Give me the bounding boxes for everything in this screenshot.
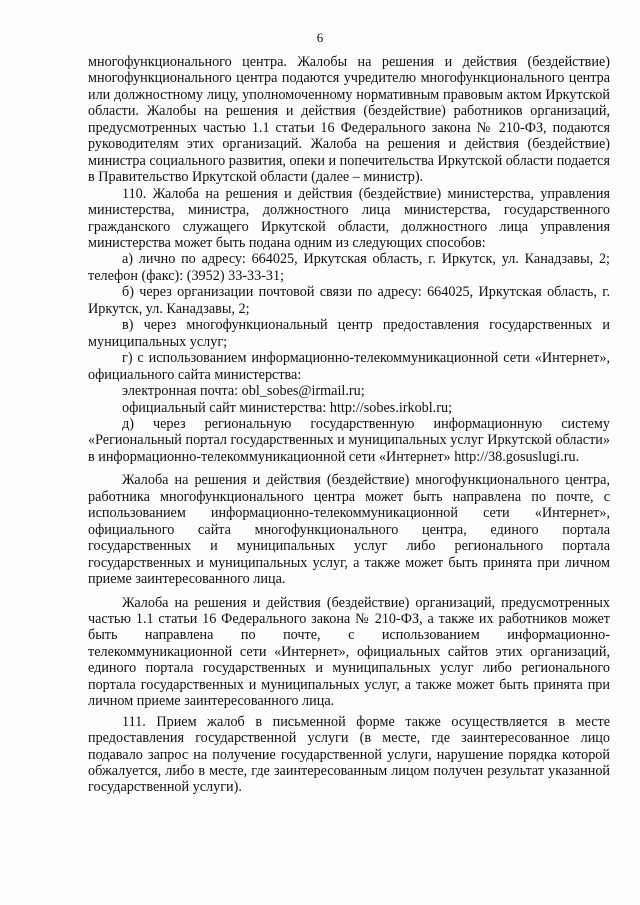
paragraph-website: официальный сайт министерства: http://sobes.irkobl.ru; (122, 399, 453, 416)
paragraph-110-b: б) через организации почтовой связи по адресу: 664025, Иркутская область, г. Иркутск, ул. Канадзавы, 2; (88, 284, 610, 317)
paragraph-111: 111. Прием жалоб в письменной форме также осуществляется в месте предоставления государственной услуги (в месте, где заинтересованное лицо подавало запрос на получение государственной услуги, нарушение порядка которой обжалуется, либо в месте, где заинтересованным лицом получен результат указанной государственной услуги). (88, 713, 610, 796)
paragraph-110-d: д) через региональную государственную информационную систему «Региональный портал государственных и муниципальных услуг Иркутской области» в информационно-телекоммуникационной сети «Интернет» http://38.gosuslugi.ru. (88, 415, 610, 465)
paragraph-organizations-complaint: Жалоба на решения и действия (бездействие) организаций, предусмотренных частью 1.1 статьи 16 Федерального закона № 210-ФЗ, а также их работников может быть направлена по почте, с использованием информационно-телекоммуникационной сети «Интернет», официальных сайтов этих организаций, единого портала государственных и муниципальных услуг либо регионального портала государственных и муниципальных услуг, а также может быть принята при личном приеме заинтересованного лица. (88, 594, 610, 710)
paragraph-mfc-continuation: многофункционального центра. Жалобы на решения и действия (бездействие) многофункционального центра подаются учредителю многофункционального центра или должностному лицу, уполномоченному нормативным правовым актом Иркутской области. Жалобы на решения и действия (бездействие) работников организаций, предусмотренных частью 1.1 статьи 16 Федерального закона № 210-ФЗ, подаются руководителям этих организаций. Жалоба на решения и действия (бездействие) министра социального развития, опеки и попечительства Иркутской области подается в Правительство Иркутской области (далее – министр). (88, 54, 610, 186)
paragraph-110: 110. Жалоба на решения и действия (бездействие) министерства, управления министерства, министра, должностного лица министерства, государственного гражданского служащего Иркутской области, должностного лица управления министерства может быть подана одним из следующих способов: (88, 185, 610, 251)
paragraph-110-a: а) лично по адресу: 664025, Иркутская область, г. Иркутск, ул. Канадзавы, 2; телефон (факс): (3952) 33-33-31; (88, 251, 610, 284)
document-body (88, 54, 610, 796)
page-number: 6 (316, 30, 324, 45)
paragraph-110-g: г) с использованием информационно-телекоммуникационной сети «Интернет», официального сайта министерства: (88, 350, 610, 383)
paragraph-mfc-complaint: Жалоба на решения и действия (бездействие) многофункционального центра, работника многофункционального центра может быть направлена по почте, с использованием информационно-телекоммуникационной сети «Интернет», официального сайта многофункционального центра, единого портала государственных и муниципальных услуг либо регионального портала государственных и муниципальных услуг, а также может быть принята при личном приеме заинтересованного лица. (88, 472, 610, 588)
paragraph-110-v: в) через многофункциональный центр предоставления государственных и муниципальных услуг; (88, 317, 610, 350)
paragraph-email: электронная почта: obl_sobes@irmail.ru; (122, 383, 365, 400)
